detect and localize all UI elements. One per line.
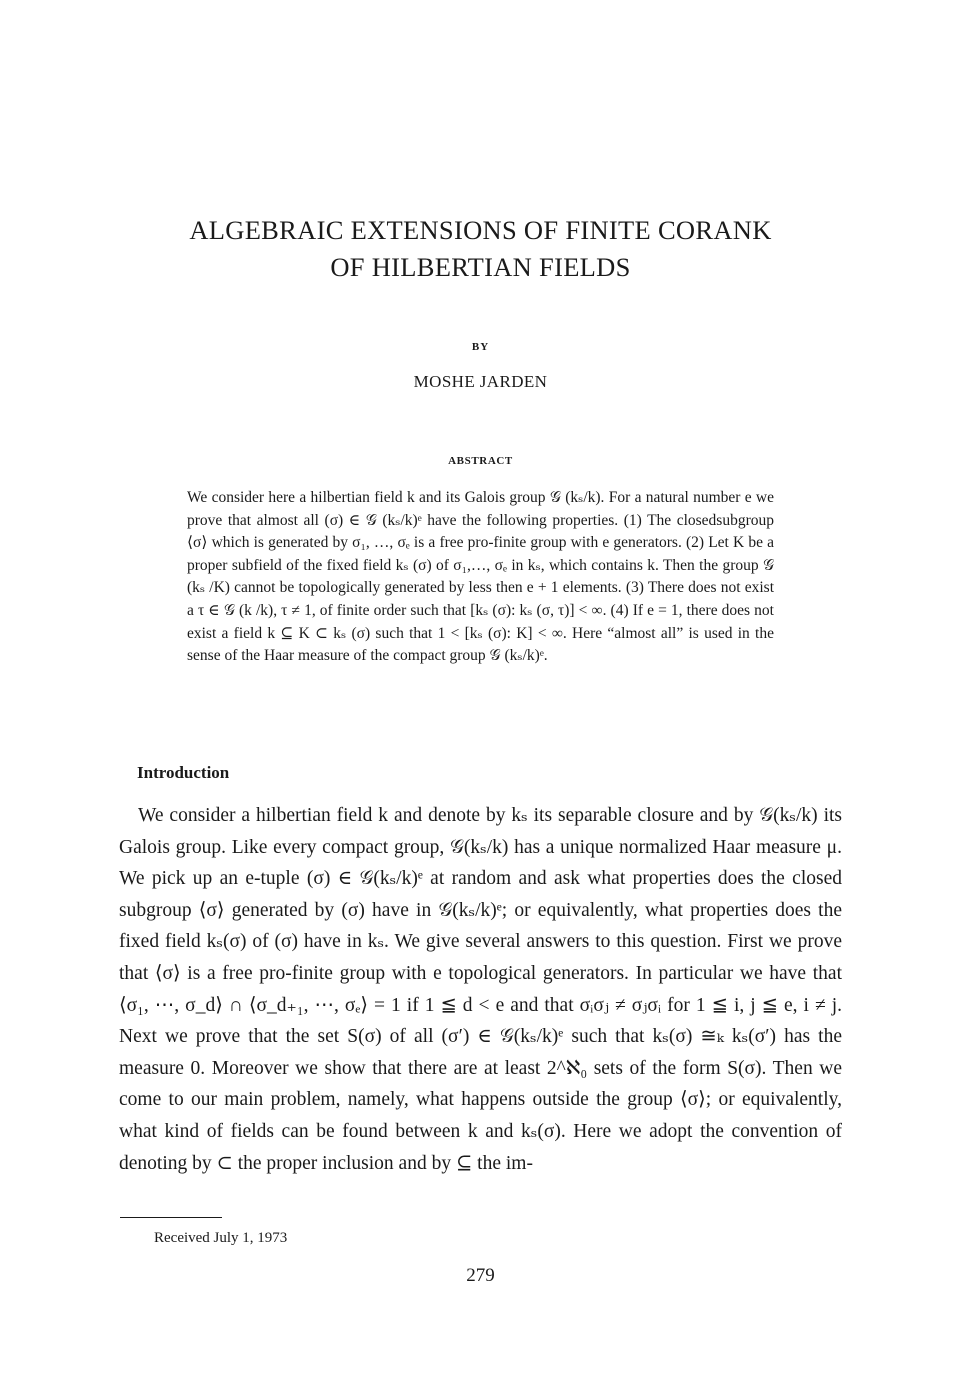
introduction-heading: Introduction bbox=[137, 763, 230, 782]
introduction-paragraph: We consider a hilbertian field k and denote by kₛ its separable closure and by 𝒢(kₛ/k) its Galois group. Like every compact group, 𝒢(kₛ/k) has a unique normalized Haar measure μ. We pick up an e-tuple (σ) ∈ 𝒢(kₛ/k)ᵉ at random and ask what properties does the closed subgroup ⟨σ⟩ generated by (σ) have in 𝒢(kₛ/k)ᵉ; or equivalently, what properties does the fixed field kₛ(σ) of (σ) have in kₛ. We give several answers to this question. First we prove that ⟨σ⟩ is a free pro-finite group with e topological generators. In particular we have that ⟨σ₁, ⋯, σ_d⟩ ∩ ⟨σ_d₊₁, ⋯, σₑ⟩ = 1 if 1 ≦ d < e and that σᵢσⱼ ≠ σⱼσᵢ for 1 ≦ i, j ≦ e, i ≠ j. Next we prove that the set S(σ) of all (σ′) ∈ 𝒢(kₛ/k)ᵉ such that kₛ(σ) ≅ₖ kₛ(σ′) has the measure 0. Moreover we show that there are at least 2^ℵ₀ sets of the form S(σ). Then we come to our main problem, namely, what happens outside the group ⟨σ⟩; or equivalently, what kind of fields can be found between k and kₛ(σ). Here we adopt the convention of denoting by ⊂ the proper inclusion and by ⊆ the im- bbox=[119, 805, 842, 1174]
title-line-2: OF HILBERTIAN FIELDS bbox=[330, 252, 631, 282]
received-date-footnote: Received July 1, 1973 bbox=[154, 1230, 288, 1246]
by-label: BY bbox=[471, 341, 490, 353]
title-line-1: ALGEBRAIC EXTENSIONS OF FINITE CORANK bbox=[189, 215, 772, 245]
paper-title bbox=[120, 212, 841, 286]
abstract-text: We consider here a hilbertian field k and its Galois group 𝒢 (kₛ/k). For a natural number e we prove that almost all (σ) ∈ 𝒢 (kₛ/k)ᵉ have the following properties. (1) The closedsubgroup ⟨σ⟩ which is generated by σ₁, …, σₑ is a free pro-finite group with e generators. (2) Let K be a proper subfield of the fixed field kₛ (σ) of σ₁,…, σₑ in kₛ, which contains k. Then the group 𝒢 (kₛ /K) cannot be topologically generated by less then e + 1 elements. (3) There does not exist a τ ∈ 𝒢 (k /k), τ ≠ 1, of finite order such that [kₛ (σ): kₛ (σ, τ)] < ∞. (4) If e = 1, there does not exist a field k ⊆ K ⊂ kₛ (σ) such that 1 < [kₛ (σ): K] < ∞. Here “almost all” is used in the sense of the Haar measure of the compact group 𝒢 (kₛ/k)ᵉ. bbox=[187, 489, 774, 665]
footnote-divider bbox=[120, 1217, 222, 1218]
abstract-heading: ABSTRACT bbox=[448, 455, 513, 467]
page-number: 279 bbox=[466, 1265, 495, 1286]
author-name: MOSHE JARDEN bbox=[413, 372, 548, 391]
